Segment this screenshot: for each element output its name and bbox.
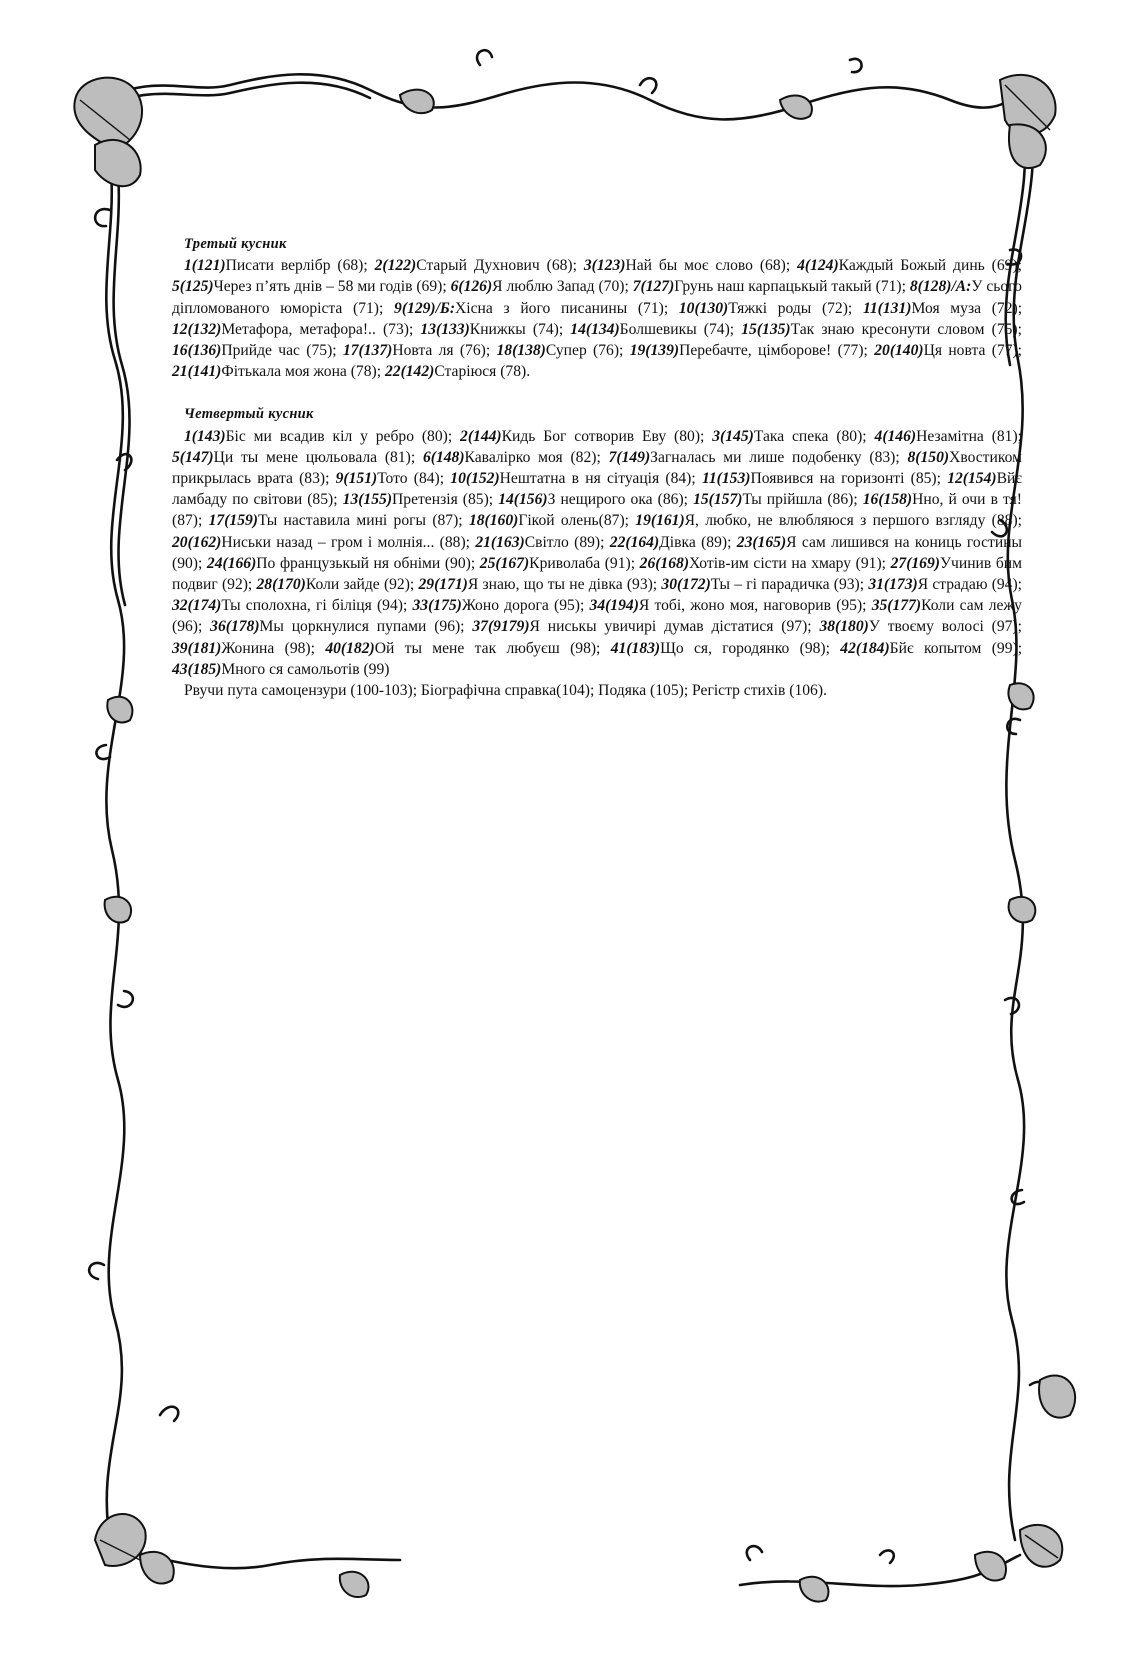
entry-title: Каждый Божый динь (69);: [838, 257, 1022, 275]
entry-title: Жонина (98);: [221, 639, 315, 657]
toc-entry: [343, 342, 490, 359]
closing-line: Рвучи пута самоцензури (100-103); Біографічна справка(104); Подяка (105); Регістр стихів (106).: [184, 682, 827, 700]
entry-number: 42(184): [840, 639, 890, 657]
section-fourth: [172, 404, 1022, 701]
entry-number: 17(159): [208, 512, 258, 530]
toc-entry: [640, 555, 886, 572]
entry-title: Най бы моє слово (68);: [625, 257, 791, 275]
entry-title: Криволаба (91);: [529, 554, 636, 572]
entry-title: Метафора, метафора!.. (73);: [221, 320, 414, 338]
entry-title: Новта ля (76);: [392, 342, 491, 360]
entry-number: 10(130): [678, 299, 729, 317]
toc-entry: [611, 640, 830, 657]
entry-number: 9(129)/Б:: [394, 299, 456, 317]
entry-number: 36(178): [210, 618, 260, 636]
entry-title: Так знаю кресонути словом (75);: [790, 320, 1022, 338]
toc-entry: [343, 491, 493, 508]
entry-title: Мы цоркнулися пупами (96);: [259, 618, 465, 636]
entry-number: 25(167): [479, 554, 530, 572]
toc-entry: [633, 278, 906, 295]
toc-entry: [469, 512, 629, 529]
entry-number: 21(163): [475, 533, 525, 551]
entry-number: 39(181): [172, 639, 222, 657]
entry-title: Я тобі, жоно моя, наговорив (95);: [638, 597, 867, 615]
table-of-contents: [172, 234, 1022, 701]
entry-title: Така спека (80);: [753, 427, 867, 445]
entry-title: Я страдаю (94);: [917, 576, 1023, 594]
entry-number: 6(148): [422, 448, 465, 466]
entry-title: Жоно дорога (95);: [461, 597, 585, 615]
entry-number: 11(153): [701, 470, 751, 488]
entry-title: Ци ты мене цюльовала (81);: [213, 448, 416, 466]
toc-entry: [172, 597, 407, 614]
entry-title: Коли сам лежу (96);: [172, 597, 1022, 636]
toc-entry: [172, 342, 337, 359]
toc-entry: [797, 257, 1022, 274]
toc-entry: [840, 640, 1022, 657]
entry-title: Учинив бим подвиг (92);: [172, 554, 1022, 594]
entry-number: 23(165): [736, 533, 787, 551]
entry-title: Ты наставила мині рогы (87);: [258, 512, 463, 530]
entry-title: Що ся, городянко (98);: [660, 639, 830, 657]
entry-number: 30(172): [661, 576, 711, 594]
entry-title: Появився на горизонті (85);: [750, 470, 941, 488]
toc-entry: [172, 534, 470, 551]
entry-number: 15(135): [741, 320, 791, 338]
entry-number: 18(160): [468, 512, 519, 530]
toc-entry: [630, 342, 868, 359]
entry-number: 43(185): [172, 660, 222, 678]
entry-number: 14(134): [570, 320, 620, 338]
entry-number: 2(122): [374, 257, 417, 275]
entry-title: Гікой олень(87);: [518, 512, 629, 530]
toc-entry: [413, 597, 585, 614]
entry-title: Тяжкі роды (72);: [728, 299, 853, 317]
section-title: Третый кусник: [184, 236, 287, 252]
entry-number: 17(137): [342, 342, 393, 360]
entry-title: Через п’ять днів – 58 ми годів (69);: [213, 278, 447, 296]
toc-entry: [679, 300, 852, 317]
entry-number: 28(170): [256, 576, 306, 594]
entry-number: 22(142): [384, 363, 435, 381]
entry-number: 37(9179): [472, 618, 530, 636]
entry-title: Кидь Бог сотворив Еву (80);: [501, 427, 705, 445]
toc-entry: [184, 257, 368, 274]
toc-entry: [472, 618, 811, 635]
toc-entry: [172, 278, 447, 295]
entry-number: 19(139): [629, 342, 680, 360]
entry-title: Я ниськы увичирі думав дістатися (97);: [529, 618, 812, 636]
entry-number: 9(151): [335, 470, 378, 488]
toc-entry: [497, 342, 624, 359]
toc-entry: [609, 449, 900, 466]
toc-entry: [172, 321, 413, 338]
entry-number: 3(123): [583, 257, 626, 275]
entry-title: Ты прійшла (86);: [742, 491, 858, 509]
entry-number: 29(171): [418, 576, 468, 594]
entry-title: Моя муза (72);: [911, 299, 1023, 317]
toc-entry: [210, 618, 464, 635]
entry-title: Супер (76);: [545, 342, 624, 360]
toc-entry: [420, 321, 563, 338]
entry-title: Грунь наш карпацькый такый (71);: [674, 278, 906, 296]
entry-title: З нещирого ока (86);: [547, 491, 688, 509]
toc-entry: [451, 278, 629, 295]
entry-number: 19(161): [635, 512, 685, 530]
entry-title: Ой ты мене так любуєш (98);: [374, 639, 601, 657]
toc-entry: [875, 428, 1023, 445]
entry-title: Фітькала моя жона (78);: [221, 363, 382, 381]
toc-entry: [375, 257, 577, 274]
toc-entry: [172, 363, 381, 380]
toc-entry: [693, 491, 858, 508]
entry-number: 1(121): [184, 257, 226, 275]
entry-number: 35(177): [871, 597, 922, 615]
entry-number: 8(150): [907, 448, 950, 466]
entry-number: 26(168): [639, 554, 690, 572]
toc-entry: [475, 534, 604, 551]
toc-entry: [570, 321, 734, 338]
toc-entry: [419, 576, 658, 593]
entry-title: Я знаю, що ты не дівка (93);: [467, 576, 658, 594]
toc-entry: [863, 300, 1022, 317]
entry-title: Нештатна в ня сітуація (84);: [499, 470, 696, 488]
entry-number: 33(175): [412, 597, 462, 615]
entry-title: Дівка (89);: [659, 533, 732, 551]
entry-title: Претензія (85);: [392, 491, 494, 509]
toc-entry: [661, 576, 864, 593]
entry-number: 22(164): [609, 533, 660, 551]
entry-number: 4(124): [797, 257, 839, 275]
toc-entry: [584, 257, 790, 274]
entry-number: 10(152): [450, 470, 500, 488]
entry-number: 4(146): [874, 427, 917, 445]
toc-entry: [819, 618, 1022, 635]
entry-title: Хвостиком прикрылась врата (83);: [172, 448, 1022, 488]
entry-title: Старіюся (78).: [434, 363, 531, 381]
entry-title: Незамітна (81);: [916, 427, 1023, 445]
entry-number: 41(183): [610, 639, 661, 657]
toc-entry: [207, 555, 475, 572]
entry-title: Перебачте, цімборове! (77);: [679, 342, 868, 360]
entry-title: Болшевикы (74);: [619, 320, 735, 338]
entry-number: 5(125): [172, 278, 214, 296]
entry-title: Ты – гі парадичка (93);: [710, 576, 865, 594]
toc-entry: [460, 428, 704, 445]
toc-entry: [590, 597, 867, 614]
entry-number: 1(143): [184, 427, 226, 445]
entry-title: У твоєму волосі (97);: [868, 618, 1022, 636]
entry-title: Загналась ми лише подобенку (83);: [650, 448, 900, 466]
entry-title: Вйє ламбаду по світови (85);: [172, 470, 1023, 509]
section-entries: [172, 255, 1022, 382]
entry-number: 7(149): [608, 448, 651, 466]
toc-entry: [209, 512, 463, 529]
toc-entry: [184, 428, 452, 445]
entry-title: Я сам лишився на кониць гостины (90);: [172, 533, 1023, 572]
entry-title: По французькый ня обніми (90);: [256, 554, 476, 572]
entry-number: 2(144): [460, 427, 502, 445]
entry-title: Біс ми всадив кіл у ребро (80);: [225, 427, 453, 445]
entry-number: 24(166): [206, 554, 257, 572]
entry-title: Старый Духнович (68);: [416, 257, 577, 275]
toc-entry: [423, 449, 601, 466]
entry-title: Прийде час (75);: [221, 342, 337, 360]
section-title: Четвертый кусник: [184, 406, 314, 423]
toc-entry: [480, 555, 635, 572]
toc-entry: [172, 661, 389, 678]
entry-title: Кавалірко моя (82);: [464, 448, 601, 466]
entry-title: Ты сполохна, гі біліця (94);: [221, 597, 408, 615]
toc-entry: [874, 342, 1022, 359]
entry-number: 27(169): [890, 554, 940, 572]
entry-number: 20(162): [172, 533, 222, 551]
entry-number: 12(154): [947, 470, 997, 488]
entry-title: Ця новта (77);: [923, 342, 1023, 360]
entry-title: Книжкы (74);: [469, 320, 564, 338]
entry-number: 31(173): [868, 576, 918, 594]
entry-number: 38(180): [819, 618, 869, 636]
entry-title: Ниськи назад – гром і молнія... (88);: [221, 533, 470, 551]
entry-number: 20(140): [874, 342, 924, 360]
entry-number: 34(194): [589, 597, 639, 615]
entry-title: Коли зайде (92);: [305, 576, 415, 594]
toc-entry: [172, 640, 315, 657]
entry-title: Тото (84);: [377, 470, 445, 488]
entry-number: 12(132): [172, 320, 222, 338]
entry-title: У сього діпломованого юморіста (71);: [172, 278, 1022, 317]
toc-entry: [336, 470, 444, 487]
entry-number: 16(136): [172, 342, 222, 360]
entry-title: Хотів-им сісти на хмару (91);: [689, 554, 886, 572]
entry-title: Світло (89);: [524, 533, 605, 551]
entry-title: Хісна з його писанины (71);: [455, 299, 669, 317]
entry-title: Много ся самольотів (99): [221, 660, 390, 678]
entry-number: 8(128)/А:: [909, 278, 972, 296]
entry-number: 7(127): [632, 278, 675, 296]
entry-number: 13(155): [342, 491, 393, 509]
toc-entry: [741, 321, 1022, 338]
entry-title: Нно, й очи в тя! (87);: [172, 491, 1022, 530]
toc-entry: [450, 470, 695, 487]
entry-title: Писати верлібр (68);: [225, 257, 368, 275]
entry-number: 11(131): [862, 299, 912, 317]
toc-entry: [325, 640, 600, 657]
toc-entry: [712, 428, 866, 445]
toc-entry: [610, 534, 732, 551]
entry-title: Я, любко, не влюбляюся з першого взгляду (88);: [684, 512, 1022, 530]
entry-number: 15(157): [693, 491, 743, 509]
entry-title: Бйє копытом (99);: [889, 639, 1023, 657]
toc-entry: [498, 491, 688, 508]
toc-entry: [868, 576, 1022, 593]
section-entries: [172, 426, 1022, 680]
toc-entry: [385, 363, 530, 380]
entry-number: 3(145): [712, 427, 754, 445]
entry-number: 40(182): [325, 639, 375, 657]
entry-title: Я люблю Запад (70);: [492, 278, 629, 296]
entry-number: 14(156): [498, 491, 548, 509]
section-third: [172, 234, 1022, 382]
entry-number: 6(126): [450, 278, 493, 296]
toc-entry: [257, 576, 415, 593]
toc-entry: [172, 449, 415, 466]
entry-number: 32(174): [172, 597, 222, 615]
entry-number: 13(133): [420, 320, 470, 338]
entry-number: 18(138): [496, 342, 546, 360]
toc-entry: [394, 300, 668, 317]
entry-number: 21(141): [172, 363, 222, 381]
toc-entry: [702, 470, 941, 487]
entry-number: 16(158): [862, 491, 913, 509]
toc-entry: [635, 512, 1022, 529]
entry-number: 5(147): [172, 448, 214, 466]
